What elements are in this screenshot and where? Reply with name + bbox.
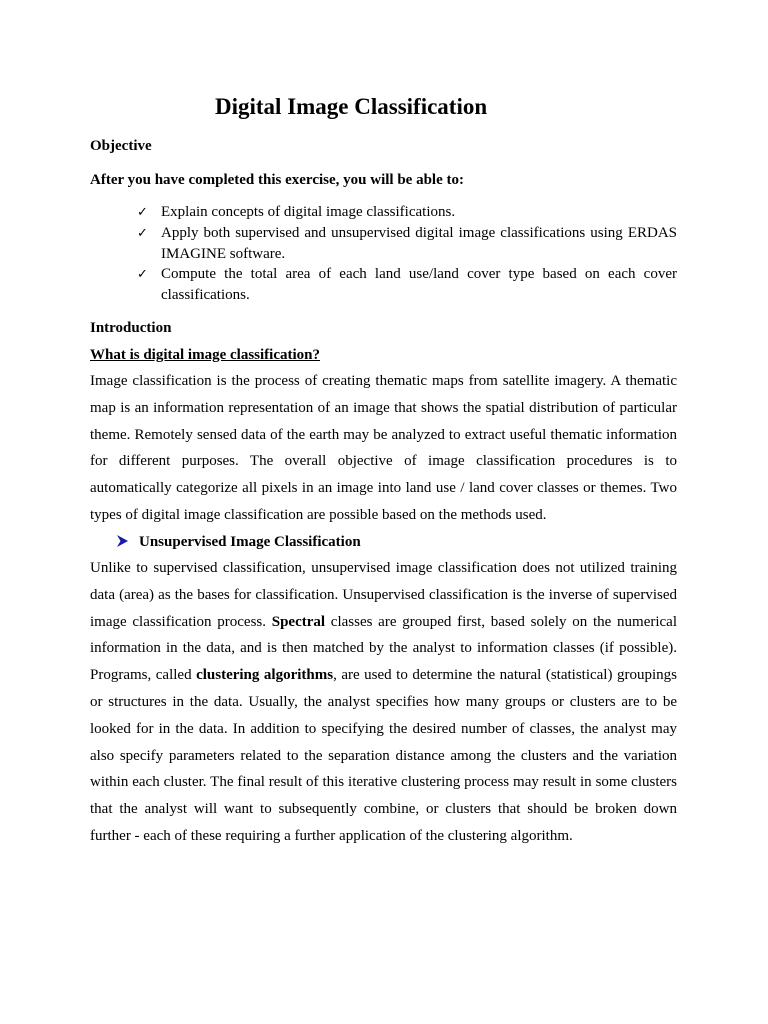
list-item bbox=[137, 264, 677, 306]
spectral-term: Spectral bbox=[271, 613, 326, 630]
arrow-bullet-icon bbox=[116, 535, 128, 547]
unsupervised-text-3: , are used to determine the natural (statistical) groupings or structures in the data. Usually, the analyst specifies how many groups or clusters are to be looked for in the data. In addition to specifying the desired number of classes, the analyst may also specify parameters related to the separation distance among the clusters and the variation within each cluster. The final result of this iterative clustering process may result in some clusters that the analyst will want to subsequently combine, or clusters that should be broken down further - each of these requiring a further application of the clustering algorithm. bbox=[90, 667, 677, 844]
introduction-heading: Introduction bbox=[90, 320, 172, 336]
objective-text: Apply both supervised and unsupervised digital image classifications using ERDAS IMAGINE software. bbox=[161, 224, 677, 262]
check-mark-icon: ✓ bbox=[137, 266, 148, 282]
unsupervised-heading-text: Unsupervised Image Classification bbox=[139, 534, 361, 550]
unsupervised-text-1: Unlike to supervised classification, unsupervised image classification does not utilized training data (area) as the bases for classification. Unsupervised classification is the inverse of supervised image classification process. bbox=[90, 560, 677, 630]
objective-text: Explain concepts of digital image classifications. bbox=[161, 204, 456, 220]
list-item bbox=[137, 223, 677, 265]
what-is-heading: What is digital image classification? bbox=[90, 347, 320, 363]
unsupervised-paragraph bbox=[90, 555, 677, 850]
page-title: Digital Image Classification bbox=[215, 94, 488, 119]
check-mark-icon: ✓ bbox=[137, 224, 148, 240]
objective-heading: Objective bbox=[90, 138, 152, 154]
clustering-algorithms-term: clustering algorithms bbox=[196, 667, 334, 684]
objective-text: Compute the total area of each land use/land cover type based on each cover classifications. bbox=[161, 266, 677, 304]
unsupervised-heading bbox=[116, 532, 361, 552]
check-mark-icon: ✓ bbox=[137, 204, 148, 219]
unsupervised-text-2: classes are grouped first, based solely on the numerical information in the data, and is then matched by the analyst to information classes (if possible). Programs, called bbox=[90, 613, 677, 684]
intro-paragraph: Image classification is the process of creating thematic maps from satellite imagery. A thematic map is an information representation of an image that shows the spatial distribution of particular theme. Remotely sensed data of the earth may be analyzed to extract useful thematic information for different purposes. The overall objective of image classification procedures is to automatically categorize all pixels in an image into land use / land cover classes or themes. Two types of digital image classification are possible based on the methods used. bbox=[90, 373, 677, 523]
list-item bbox=[137, 202, 677, 223]
objective-lead: After you have completed this exercise, you will be able to: bbox=[90, 172, 464, 188]
objective-list bbox=[137, 202, 677, 306]
